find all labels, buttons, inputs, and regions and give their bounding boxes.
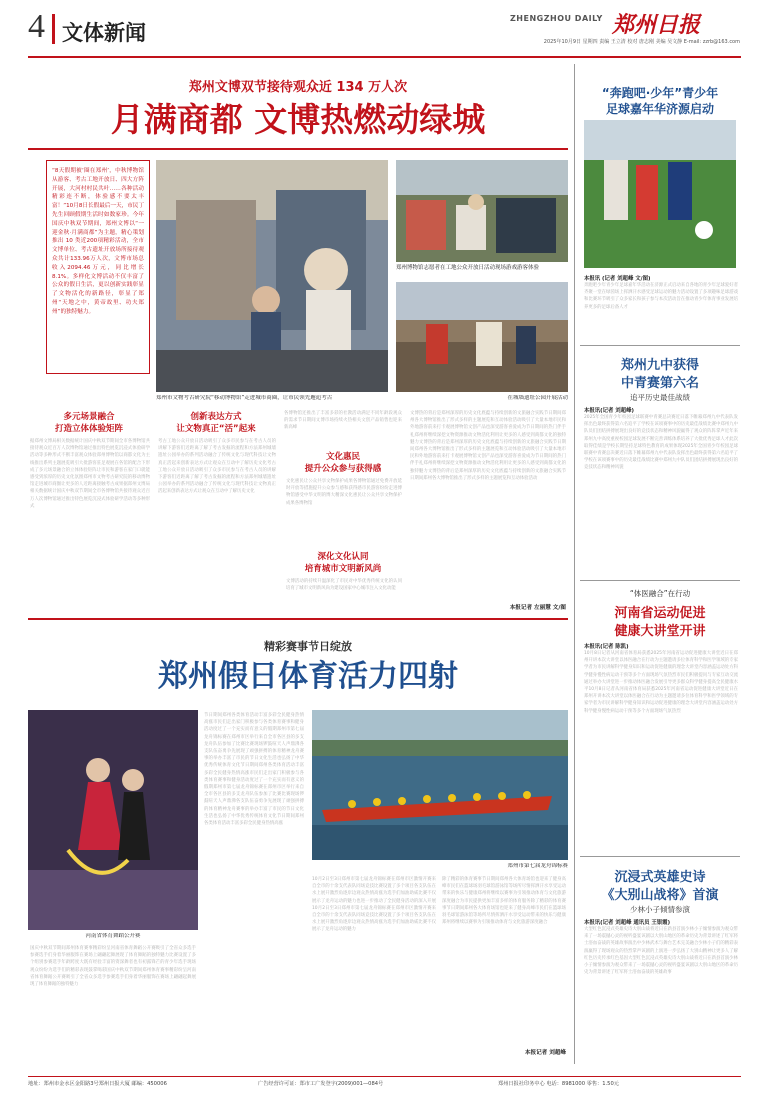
r3-title-2: 健康大讲堂开讲 bbox=[614, 624, 706, 639]
r4-title-1: 沉浸式英雄史诗 bbox=[614, 870, 706, 885]
headline-rule bbox=[28, 148, 568, 150]
col3-body-a: 各博物馆还推出了丰富多彩的社教活动满足不同年龄段观众的需求节日期间文博市场持续火热相关文创产品销售也迎来新高峰 bbox=[284, 411, 402, 431]
column-divider bbox=[574, 64, 575, 1064]
top-story bbox=[28, 60, 568, 615]
photo2-caption: 郑州博物馆志愿者在工地公众开放日活动现场游戏游客体验 bbox=[396, 265, 540, 271]
right-story-3 bbox=[580, 584, 740, 854]
footer-print: 郑州日报社印务中心 电话：8981000 零售：1.50元 bbox=[498, 1081, 619, 1087]
col4-body: 文博热的背后是郑州深厚的历史文化底蕴与持续创新的文旅融合实践节日期间郑州各大博物馆推出了形式多样的主题展览和互动体验活动吸引了大量本地市民和外地游客前来打卡观展博物馆文创产品也深受游客喜爱成为节日期间的热门伴手礼郑州将继续深挖文物资源推动文物活化利用让更多的人感受到商都文化的独特魅力文博热的背后是郑州深厚的历史文化底蕴与持续创新的文旅融合实践节日期间郑州各大博物馆推出了形式多样的主题展览和互动体验活动吸引了大量本地市民和外地游客前来打卡观展博物馆文创产品也深受游客喜爱成为节日期间的热门伴手礼郑州将继续深挖文物资源推动文物活化利用让更多的人感受到商都文化的独特魅力文博热的背后是郑州深厚的历史文化底蕴与持续创新的文旅融合实践节日期间郑州各大博物馆推出了形式多样的主题展览和互动体验活动 bbox=[410, 411, 566, 481]
footer bbox=[28, 1080, 741, 1092]
subhead-2: 创新表达方式 bbox=[190, 412, 242, 422]
r4-byline: 本报讯(记者 刘超峰 通讯员 王银霞) bbox=[584, 920, 671, 926]
r1-title-2: 足球嘉年华济源启动 bbox=[605, 102, 714, 116]
bottom-photo2-caption: 郑州市第七届龙舟锦标赛 bbox=[507, 863, 568, 869]
r1-byline: 本报讯 (记者 刘超峰 文/图) bbox=[584, 276, 651, 282]
section-title: 文体新闻 bbox=[62, 21, 146, 45]
footer-license: 广告经营许可证：郑市工广发登字(2009)001—084号 bbox=[258, 1081, 384, 1087]
r1-photo bbox=[584, 120, 736, 268]
header-rule bbox=[28, 56, 741, 58]
r3-body: 10月8日记者从河南省体育局获悉2025年河南省运动促进健康大讲堂近日在郑州开讲本次大讲堂以体医融合在行动为主题邀请多位体育科学和医学领域的专家学者为市民讲解科学健身知识和运动促进健康的理念大讲堂内容涵盖运动处方科学健身慢性病运动干预等多个方面现场气氛热烈市民们积极提问与专家互动交流通过举办大讲堂进一步推动体医融合发展引导更多群众科学健身提高全民健康水平10月8日记者从河南省体育局获悉2025年河南省运动促进健康大讲堂近日在郑州开讲本次大讲堂以体医融合在行动为主题邀请多位体育科学和医学领域的专家学者为市民讲解科学健身知识和运动促进健康的理念大讲堂内容涵盖运动处方科学健身慢性病运动干预等多个方面现场气氛热烈 bbox=[584, 651, 738, 714]
r1-divider bbox=[580, 345, 740, 346]
r1-body: 奔跑吧少年青少年足球嘉年华活动在济源正式启动来自各地的青少年足球爱好者齐聚一堂在绿茵场上挥洒汗水感受足球运动的魅力活动设置了多项趣味足球游戏和比赛环节吸引了众多家长和孩子参与本次活动旨在推动青少年体育事业发展培养更多的足球后备人才 bbox=[584, 283, 738, 310]
r4-title-2: 《大别山战将》首演 bbox=[601, 888, 719, 903]
bottom-headline: 郑州假日体育活力四射 bbox=[158, 659, 458, 694]
r2-divider bbox=[580, 580, 740, 581]
col3-body-c: 文博活动的持续升温深化了市民对中华优秀传统文化的认同培育了城市文明新风尚为建设国家中心城市注入文化动能 bbox=[286, 579, 402, 592]
r2-title-2: 中青赛第六名 bbox=[620, 376, 699, 391]
right-story-4 bbox=[580, 860, 740, 1070]
top-headline: 月满商都 文博热燃动绿城 bbox=[110, 100, 486, 139]
subhead-1: 多元场景融合 bbox=[63, 412, 115, 422]
bottom-col1-body: 国庆中秋双节期间郑州体育赛事精彩纷呈河南省体育舞蹈公开赛吸引了全省众多选手参赛选手们身着华丽服饰在赛场上翩翩起舞展现了体育舞蹈的独特魅力比赛设置了多个组别参赛选手年龄跨度大既有经验丰富的资深舞者也有初露锋芒的青少年选手现场观众纷纷为选手们的精彩表现鼓掌喝彩国庆中秋双节期间郑州体育赛事精彩纷呈河南省体育舞蹈公开赛吸引了全省众多选手参赛选手们身着华丽服饰在赛场上翩翩起舞展现了体育舞蹈的独特魅力 bbox=[30, 946, 196, 988]
col3-body-b: 文化惠民让公众共享文物保护成果各博物馆通过免费开放延时开放等措施提升公众参与感和获得感市民游客纷纷走进博物馆感受中华文明的博大精深文化惠民让公众共享文物保护成果各博物馆 bbox=[286, 479, 402, 506]
r2-title: 郑州九中获得 bbox=[620, 358, 699, 373]
r2-subtitle: 追平历史最佳战绩 bbox=[630, 393, 690, 402]
subhead-3b: 提升公众参与获得感 bbox=[304, 464, 382, 474]
r2-byline: 本报讯(记者 刘超峰) bbox=[584, 408, 634, 414]
bottom-byline: 本报记者 刘超峰 bbox=[524, 1050, 566, 1056]
r3-divider bbox=[580, 856, 740, 857]
photo1-caption: 郑州市文物考古研究院“移动博物馆”走进城市商圈，让市民领先邂逅考古 bbox=[156, 395, 333, 401]
lead-box bbox=[46, 160, 150, 374]
r2-body: 2025年全国青少年校园足球联赛中青赛总决赛近日落下帷幕郑州九中代表队发挥出色最终获得第六名追平了学校在该项赛事中的历史最佳战绩比赛中郑州九中队员们团结拼搏展现出良好的竞技状态和精神风貌赢得了观众的阵阵掌声近年来郑州九中高度重视校园足球发展不断完善训练体系培养了大批优秀足球人才此次取得佳绩是学校长期坚持足球特色教育的成果体现2025年全国青少年校园足球联赛中青赛总决赛近日落下帷幕郑州九中代表队发挥出色最终获得第六名追平了学校在该项赛事中的历史最佳战绩比赛中郑州九中队员们团结拼搏展现出良好的竞技状态和精神风貌 bbox=[584, 415, 738, 471]
col2-body: 考古工地公众开放日活动吸引了众多市民参与在考古人员的讲解下游客们近距离了解了考古发掘的流程和方法郑州城墙遗址公园举办的系列活动融合了传统文化与现代科技让文物真正活起来创新表达方式让观众在互动中了解历史文化考古工地公众开放日活动吸引了众多市民参与在考古人员的讲解下游客们近距离了解了考古发掘的流程和方法郑州城墙遗址公园举办的系列活动融合了传统文化与现代科技让文物真正活起来创新表达方式让观众在互动中了解历史文化 bbox=[158, 439, 276, 495]
r4-subtitle: 少林小子倾情参演 bbox=[630, 905, 690, 914]
right-story-2 bbox=[580, 348, 740, 578]
bottom-photo1-caption: 河南省体育舞蹈公开赛 bbox=[85, 933, 141, 939]
footer-address: 地址：郑州市金水区金阳路3号郑州日报大厦 邮编：450006 bbox=[28, 1081, 167, 1087]
footer-rule bbox=[28, 1076, 741, 1077]
photo3-caption: 在城墙遗址公园开展活动 bbox=[507, 395, 568, 401]
top-byline: 本报记者 左丽慧 文/图 bbox=[509, 605, 566, 611]
paper-name-en: ZHENGZHOU DAILY bbox=[510, 14, 603, 23]
subhead-1b: 打造立体体验矩阵 bbox=[54, 424, 123, 434]
photo-dragon-boat bbox=[312, 710, 568, 860]
photo-dance-open bbox=[28, 710, 198, 930]
paper-logo: 郑州日报 bbox=[612, 12, 701, 38]
bottom-col3-body: 10月2日至3日郑州市第七届龙舟锦标赛在郑州市区激情开赛来自全市的十余支代表队同场竞技比赛设置了多个项目各支队伍在水上展开激烈角逐岸边观众热情高涨为选手们加油助威比赛不仅展示了龙舟运动的魅力也进一步推动了全民健身活动的深入开展10月2日至3日郑州市第七届龙舟锦标赛在郑州市区激情开赛来自全市的十余支代表队同场竞技比赛设置了多个项目各支队伍在水上展开激烈角逐岸边观众热情高涨为选手们加油助威比赛不仅展示了龙舟运动的魅力 bbox=[312, 877, 436, 933]
subhead-2b: 让文物真正“活”起来 bbox=[176, 424, 256, 434]
subhead-4: 深化文化认同 bbox=[317, 552, 369, 562]
subhead-4b: 培育城市文明新风尚 bbox=[304, 564, 382, 574]
page-number-bar bbox=[52, 14, 55, 44]
photo-site-open-day bbox=[396, 160, 568, 262]
bottom-kicker: 精彩赛事节日绽放 bbox=[264, 640, 352, 653]
page-number: 4 bbox=[28, 8, 45, 45]
lead-text: “8天假期被‘圈在郑州’，中秋博物馆从游客、考古工地开放日、四大方阵开展，大河村村民共叶……各种活动精彩连不断，体验感不要太丰富！”10月8日长假最后一天，市民丁先生回顾假期生活时如数家珍。今年国庆中秋双节期间，郑州文博以“一迎金秋·月满商都”为主题，精心策划推出 10 类近200项精彩活动，全市文博单位、考古遗址开放场所接待观众共计133.96万人次，文博市场总收入2094.46万元，同比增长8.1%。多样化文博活动不仅丰富了公众的假日生活，更以创新实践彰显了文物活化的新路径，彰显了郑州“天地之中，黄帝故里、功夫郑州”的独特魅力。 bbox=[52, 168, 144, 315]
bottom-col4-body: 除了精彩的体育赛事节日期间郑州各大体育场馆也迎来了健身高峰市民们在篮球场羽毛球馆游泳馆等场所尽情挥洒汗水享受运动带来的快乐与健康郑州将继续以赛事为引领推动体育与文化旅游深度融合为市民提供更加丰富多样的体育服务除了精彩的体育赛事节日期间郑州各大体育场馆也迎来了健身高峰市民们在篮球场羽毛球馆游泳馆等场所尽情挥洒汗水享受运动带来的快乐与健康郑州将继续以赛事为引领推动体育与文化旅游深度融合 bbox=[442, 877, 566, 926]
photo-mobile-museum bbox=[156, 160, 388, 392]
bottom-col2-body: 节日期间郑州各类体育活动丰富多彩全民健身热情高涨市民们走出家门积极参与各类体育赛事和健身活动度过了一个充实而有意义的假期郑州市第七届龙舟锦标赛在郑州市区举行来自全市各区县的多支龙舟队伍参加了比赛比赛现场锣鼓喧天人声鼎沸各支队伍奋勇争先展现了顽强拼搏的体育精神龙舟赛事的举办丰富了市民的节日文化生活也弘扬了中华优秀传统体育文化节日期间郑州各类体育活动丰富多彩全民健身热情高涨市民们走出家门积极参与各类体育赛事和健身活动度过了一个充实而有意义的假期郑州市第七届龙舟锦标赛在郑州市区举行来自全市各区县的多支龙舟队伍参加了比赛比赛现场锣鼓喧天人声鼎沸各支队伍奋勇争先展现了顽强拼搏的体育精神龙舟赛事的举办丰富了市民的节日文化生活也弘扬了中华优秀传统体育文化节日期间郑州各类体育活动丰富多彩全民健身热情高涨 bbox=[204, 713, 304, 827]
subhead-3: 文化惠民 bbox=[325, 452, 360, 462]
photo-city-wall bbox=[396, 282, 568, 392]
r3-title-1: 河南省运动促进 bbox=[614, 606, 706, 621]
top-kicker: 郑州文博双节接待观众近 134 万人次 bbox=[188, 80, 408, 95]
right-story-1 bbox=[580, 64, 740, 344]
r4-body: 大型红色沉浸式英雄史诗大别山战将近日在新县首演少林小子倾情参演为观众带来了一场震撼心灵的视听盛宴该剧以大别山地区的革命历史为背景讲述了红军将士浴血奋战的英雄故事演出中少林武术与舞台艺术完美融合少林小子们的精彩表演赢得了现场观众的热烈掌声该剧的上演进一步弘扬了大别山精神让更多人了解红色历史传承红色基因大型红色沉浸式英雄史诗大别山战将近日在新县首演少林小子倾情参演为观众带来了一场震撼心灵的视听盛宴该剧以大别山地区的革命历史为背景讲述了红军将士浴血奋战的英雄故事 bbox=[584, 927, 738, 976]
r3-byline: 本报讯(记者 陈凯) bbox=[584, 644, 629, 650]
r3-kicker: “体医融合”在行动 bbox=[629, 589, 691, 598]
dateline: 2025年10月9日 星期四 责编 王立清 校对 唐志刚 美编 吴文静 E-mail: zzrb@163.com bbox=[543, 39, 740, 45]
bottom-story bbox=[28, 620, 568, 1065]
col1-body: 据郑州文博局相关数据统计国庆中秋双节期间全市各博物馆共接待观众近百万人次博物馆通过推出特色展览沉浸式体验研学活动等多种形式不断丰富观众体验郑州博物馆以商都文化为主线推出系列主题展览吸引大批游客驻足观展在各馆的配合下形成了多元场景融合的立体体验矩阵让市民和游客在家门口就能感受到浓厚的历史文化氛围郑州市文物考古研究院的移动博物馆走进城市商圈让更多的人近距离接触考古成果据郑州文博局相关数据统计国庆中秋双节期间全市各博物馆共接待观众近百万人次博物馆通过推出特色展览沉浸式体验研学活动等多种形式 bbox=[30, 439, 150, 509]
header bbox=[0, 0, 761, 60]
r1-title-1: “奔跑吧·少年”青少年 bbox=[601, 86, 719, 100]
